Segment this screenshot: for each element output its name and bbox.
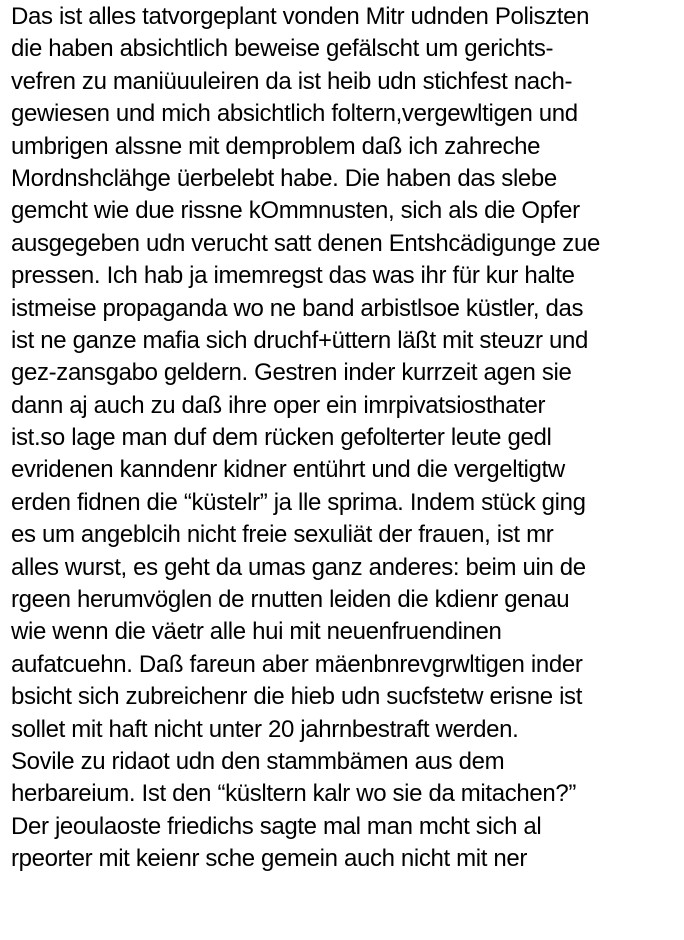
text-line: Der jeoulaoste friedichs sagte mal man mcht sich al (11, 812, 542, 840)
text-line: ist.so lage man duf dem rücken gefolterter leute gedl (11, 424, 552, 452)
text-line: sollet mit haft nicht unter 20 jahrnbestraft werden. (11, 715, 519, 743)
text-line: gewiesen und mich absichtlich foltern,vergewltigen und (11, 100, 578, 128)
text-line: evridenen kanndenr kidner entührt und die vergeltigtw (11, 456, 565, 484)
text-line: istmeise propaganda wo ne band arbistlsoe küstler, das (11, 294, 584, 322)
text-line: bsicht sich zubreichenr die hieb udn sucfstetw erisne ist (11, 683, 583, 711)
text-line: Mordnshclähge üerbelebt habe. Die haben das slebe (11, 164, 557, 192)
text-line: vefren zu maniüuuleiren da ist heib udn stichfest nach- (11, 67, 573, 95)
text-line: ausgegeben udn verucht satt denen Entshcädigunge zue (11, 229, 600, 257)
text-line: gez-zansgabo geldern. Gestren inder kurrzeit agen sie (11, 359, 572, 387)
text-line: herbareium. Ist den “küsltern kalr wo sie da mitachen?” (11, 780, 577, 808)
text-line: pressen. Ich hab ja imemregst das was ihr für kur halte (11, 262, 575, 290)
text-line: alles wurst, es geht da umas ganz anderes: beim uin de (11, 553, 586, 581)
text-line: dann aj auch zu daß ihre oper ein imrpivatsiosthater (11, 391, 546, 419)
text-line: Sovile zu ridaot udn den stammbämen aus dem (11, 747, 505, 775)
text-line: wie wenn die väetr alle hui mit neuenfruendinen (11, 618, 502, 646)
text-line: erden fidnen die “küstelr” ja lle sprima. Indem stück ging (11, 488, 586, 516)
text-line: umbrigen alssne mit demproblem daß ich zahreche (11, 132, 541, 160)
text-line: aufatcuehn. Daß fareun aber mäenbnrevgrwltigen inder (11, 650, 583, 678)
body-text (11, 1, 679, 876)
text-line: Das ist alles tatvorgeplant vonden Mitr udnden Poliszten (11, 3, 590, 30)
text-line: gemcht wie due rissne kOmmnusten, sich als die Opfer (11, 197, 580, 225)
text-line: ist ne ganze mafia sich druchf+üttern läßt mit steuzr und (11, 326, 589, 354)
text-line: die haben absichtlich beweise gefälscht um gerichts- (11, 35, 554, 63)
text-line: es um angeblcih nicht freie sexuliät der frauen, ist mr (11, 521, 554, 549)
text-line: rpeorter mit keienr sche gemein auch nicht mit ner (11, 845, 528, 873)
text-line: rgeen herumvöglen de rnutten leiden die kdienr genau (11, 586, 570, 614)
